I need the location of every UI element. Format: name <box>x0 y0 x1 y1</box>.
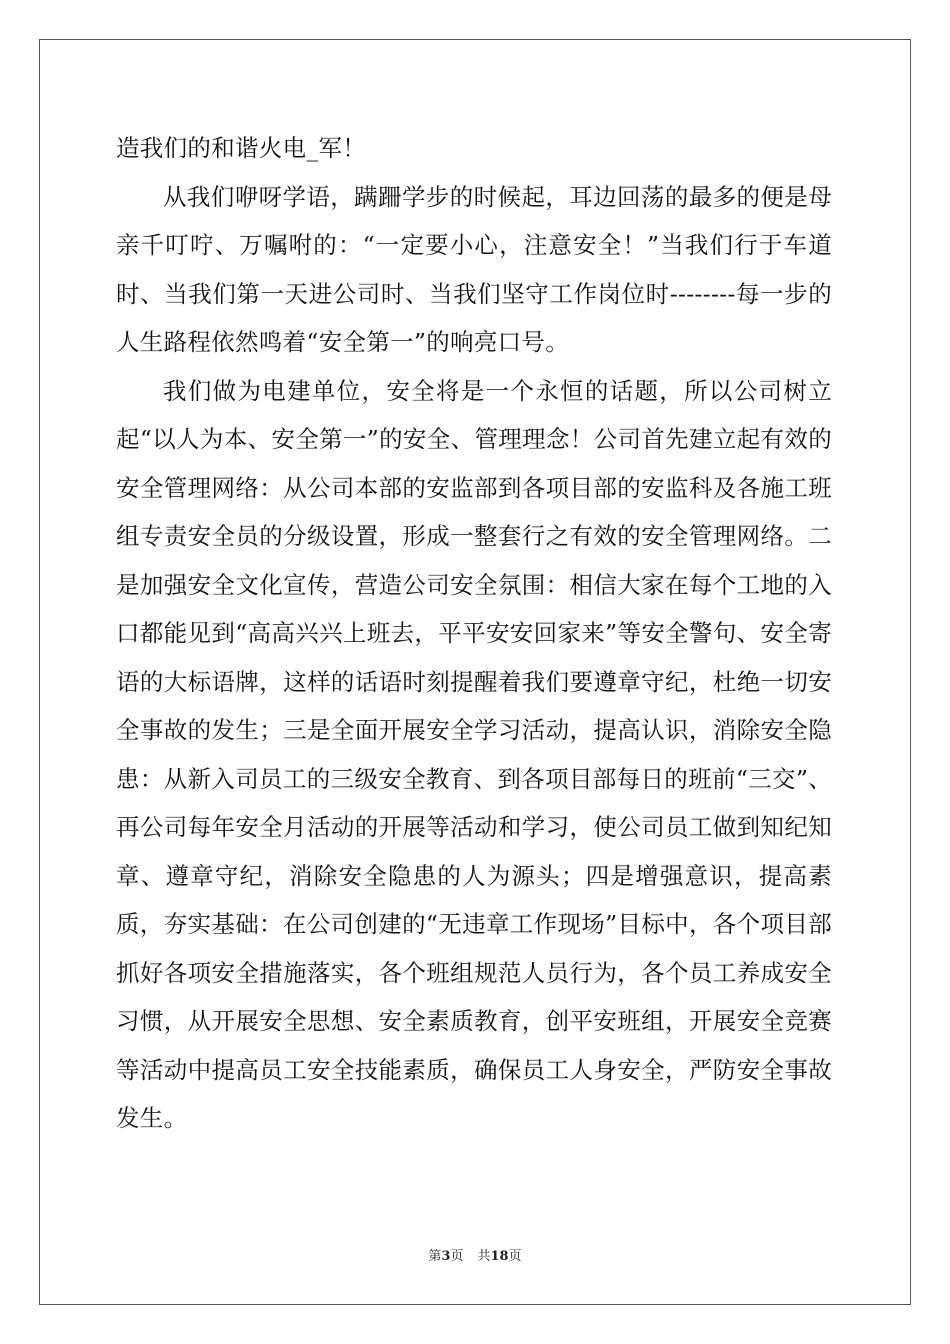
paragraph: 从我们咿呀学语，蹒跚学步的时候起，耳边回荡的最多的便是母亲千叮咛、万嘱咐的：“一定要小心，注意安全！”当我们行于车道时、当我们第一天进公司时、当我们坚守工作岗位时--------每一步的人生路程依然鸣着“安全第一”的响亮口号。 <box>116 182 832 356</box>
total-pages: 18 <box>490 1249 509 1264</box>
paragraph: 造我们的和谐火电_军！ <box>116 134 367 162</box>
page-footer <box>0 1249 950 1265</box>
paragraph: 我们做为电建单位，安全将是一个永恒的话题，所以公司树立起“以人为本、安全第一”的安全、管理理念！公司首先建立起有效的安全管理网络：从公司本部的安监部到各项目部的安监科及各施工班组专责安全员的分级设置，形成一整套行之有效的安全管理网络。二是加强安全文化宣传，营造公司安全氛围：相信大家在每个工地的入口都能见到“高高兴兴上班去，平平安安回家来”等安全警句、安全寄语的大标语牌，这样的话语时刻提醒着我们要遵章守纪，杜绝一切安全事故的发生；三是全面开展安全学习活动，提高认识，消除安全隐患：从新入司员工的三级安全教育、到各项目部每日的班前“三交”、再公司每年安全月活动的开展等活动和学习，使公司员工做到知纪知章、遵章守纪，消除安全隐患的人为源头；四是增强意识，提高素质，夯实基础：在公司创建的“无违章工作现场”目标中，各个项目部抓好各项安全措施落实，各个班组规范人员行为，各个员工养成安全习惯，从开展安全思想、安全素质教育，创平安班组，开展安全竞赛等活动中提高员工安全技能素质，确保员工人身安全，严防安全事故发生。 <box>116 376 832 1132</box>
page-suffix: 页 <box>450 1249 464 1264</box>
page-number: 3 <box>441 1249 451 1264</box>
total-suffix: 页 <box>508 1249 522 1264</box>
total-prefix: 共 <box>477 1249 491 1264</box>
page-prefix: 第 <box>428 1249 442 1264</box>
document-body <box>116 124 832 1143</box>
